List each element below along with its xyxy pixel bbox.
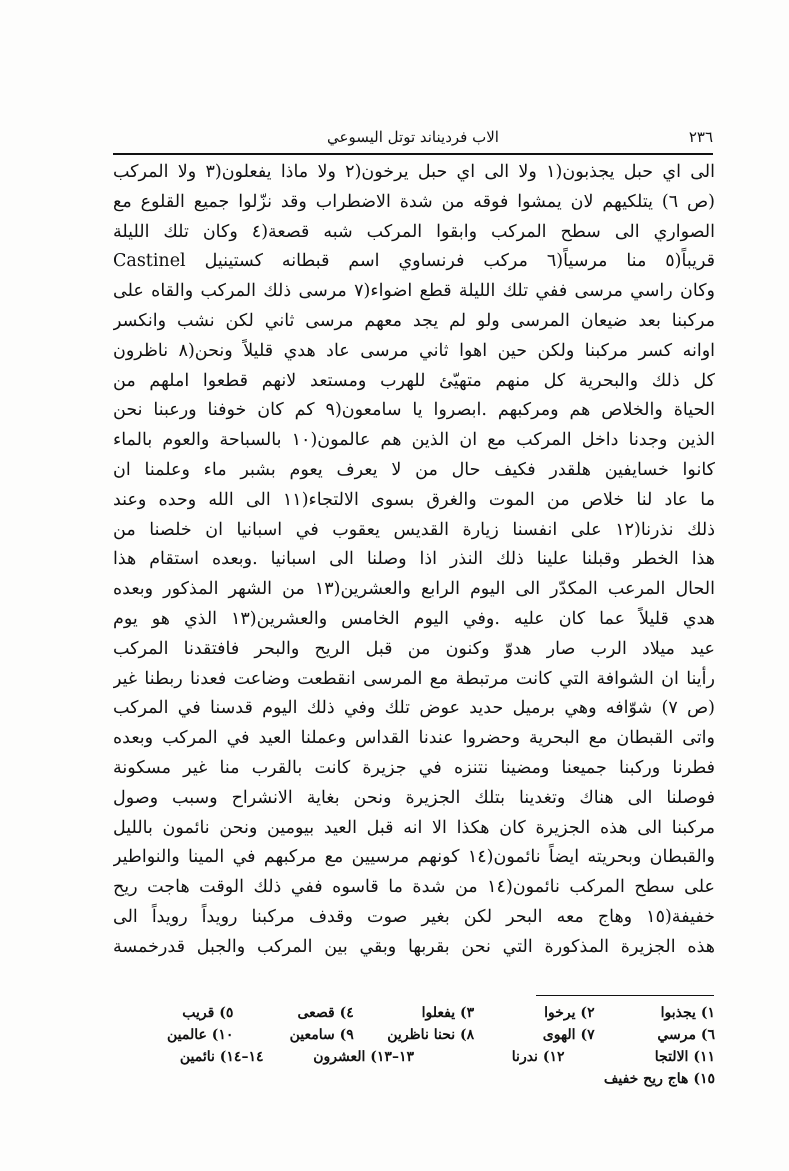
text-line: رأينا ان الشوافة التي كانت مرتبطة مع المرسى انقطعت وضاعت فعدنا ربطنا غير — [113, 668, 715, 689]
running-title: الاب فرديناند توتل اليسوعي — [327, 128, 499, 146]
text-line: كانوا خسايفين هلقدر فكيف حال من لا يعرف يعوم بشبر ماء وعلمنا ان — [113, 459, 715, 480]
footnote-row — [113, 1068, 715, 1090]
text-line: مركبنا الى هذه الجزيرة كان هكذا الا انه قبل العيد بيومين ونحن نائمون بالليل — [113, 817, 715, 838]
page-header — [113, 128, 713, 152]
footnote: ١١) الالتجا — [654, 1049, 715, 1065]
footnote: ٧) الهوى — [542, 1027, 595, 1043]
footnote: ٦) مرسي — [657, 1027, 715, 1043]
footnote: ١٠) عالمين — [166, 1027, 234, 1043]
text-line: على سطح المركب نائمون(١٤ من شدة ما قاسوه ففي ذلك الوقت هاجت ريح — [113, 877, 715, 898]
text-line: وكان راسي مرسى ففي تلك الليلة قطع اضواء(٧ مرسى ذلك المركب والقاه على — [113, 281, 715, 302]
footnote-row — [113, 1046, 715, 1068]
text-line: اوانه كسر مركبنا ولكن حين اهوا ثاني مرسى عاد هدي قليلاً ونحن(٨ ناظرون — [113, 340, 715, 361]
text-line: (ص ٦) يتلكيهم لان يمشوا فوقه من شدة الاضطراب وقد نزّلوا جميع القلوع مع — [113, 191, 715, 212]
text-line: الحياة والخلاص هم ومركبهم .ابصروا يا سامعون(٩ كم كان خوفنا ورعبنا نحن — [113, 400, 715, 421]
text-line: الى اي حبل يجذبون(١ ولا الى اي حبل يرخون(٢ ولا ماذا يفعلون(٣ ولا المركب — [113, 162, 715, 182]
text-line: مركبنا بعد ضيعان المرسى ولو لم يجد معهم مرسى ثاني لكن نشب وانكسر — [113, 310, 715, 331]
header-rule — [113, 153, 713, 155]
footnote: ٥) قريب — [182, 1005, 234, 1021]
footnote: ١٣–١٣) العشرون — [313, 1049, 414, 1065]
footnote: ١٥) هاج ريح خفيف — [603, 1071, 715, 1087]
footnote: ١) يجذبوا — [660, 1005, 715, 1021]
text-line: الحال المرعب المكدّر الى اليوم الرابع والعشرين(١٣ من الشهر المذكور وبعده — [113, 579, 715, 600]
text-line: قريباً(٥ منا مرسياً(٦ مركب فرنساوي اسم قبطانه كستينيل Castinel — [113, 251, 715, 272]
text-line: فطرنا وركبنا جميعنا ومضينا نتنزه في جزيرة كانت بالقرب منا غير مسكونة — [113, 757, 715, 778]
text-line: عيد ميلاد الرب صار هدوّ وكنون من قبل الريح والبحر فافتقدنا المركب — [113, 638, 715, 659]
footnote: ٩) سامعين — [289, 1027, 354, 1043]
footnote: ٤) قصعى — [297, 1005, 354, 1021]
text-line: خفيفة(١٥ وهاج معه البحر لكن بغير صوت وقدف مركبنا رويداً رويداً الى — [113, 906, 715, 927]
text-line: هذا الخطر وقبلنا علينا ذلك النذر اذا وصلنا الى اسبانيا .وبعده استقام هذا — [113, 549, 715, 570]
text-line: هذه الجزيرة المذكورة التي نحن بقربها وبقي بين المركب والجبل قدرخمسة — [113, 936, 715, 957]
footnote-row — [113, 1024, 715, 1046]
text-line: واتى القبطان مع البحرية وحضروا عندنا القداس وعملنا العيد في المركب وبعده — [113, 728, 715, 749]
body-text — [113, 158, 715, 963]
text-line: (ص ٧) شوّافه وهي برميل حديد عوض تلك وفي ذلك اليوم قدسنا في المركب — [113, 698, 715, 719]
footnote-rule — [536, 995, 714, 996]
text-line: كل ذلك والبحرية كل منهم متهيّئ للهرب ومستعد لانهم قطعوا املهم من — [113, 370, 715, 391]
footnote: ٣) يفعلوا — [421, 1005, 475, 1021]
page-number: ٢٣٦ — [688, 128, 713, 146]
text-line: فوصلنا الى هناك وتغدينا بتلك الجزيرة ونحن بغاية الانشراح وسبب وصول — [113, 787, 715, 808]
footnote: ٢) يرخوا — [544, 1005, 595, 1021]
text-line: هدي قليلاً عما كان عليه .وفي اليوم الخامس والعشرين(١٣ الذي هو يوم — [113, 608, 715, 629]
footnote: ١٢) ندرنا — [511, 1049, 565, 1065]
text-line: والقبطان وبحريته ايضاً نائمون(١٤ كونهم مرسيين مع مركبهم في المينا والنواطير — [113, 847, 715, 868]
footnote-row — [113, 1002, 715, 1024]
text-line: الذين وجدنا داخل المركب مع ان الذين هم عالمون(١٠ بالسباحة والعوم بالماء — [113, 430, 715, 451]
footnote: ٨) نحنا ناظرين — [387, 1027, 475, 1043]
text-line: ذلك نذرنا(١٢ على انفسنا زيارة القديس يعقوب في اسبانيا ان خلصنا من — [113, 519, 715, 540]
text-line: ما عاد لنا خلاص من الموت والغرق بسوى الالتجاء(١١ الى الله وحده وعند — [113, 489, 715, 510]
text-line: الصواري الى سطح المركب وابقوا المركب شبه قصعة(٤ وكان تلك الليلة — [113, 221, 715, 242]
footnotes — [113, 1002, 715, 1090]
footnote: ١٤–١٤) نائمين — [179, 1049, 264, 1065]
